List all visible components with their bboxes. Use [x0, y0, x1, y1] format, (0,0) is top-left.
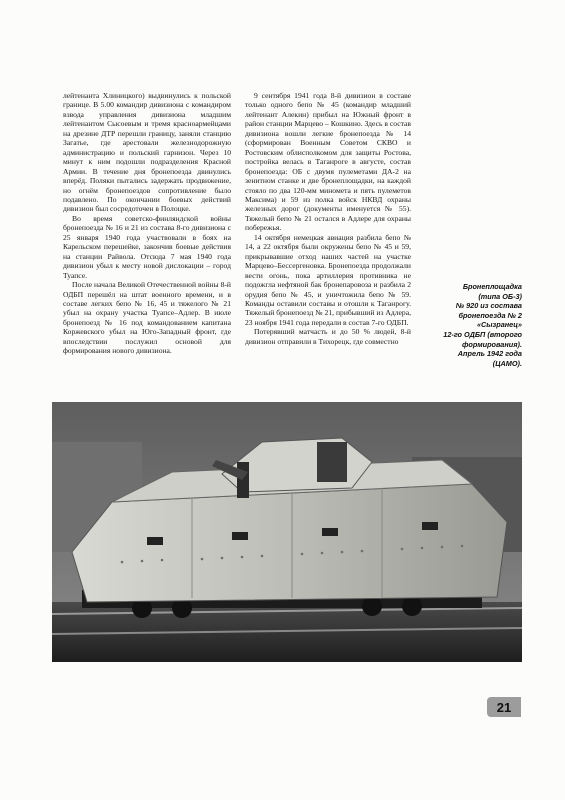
caption-line: (типа ОБ-3): [478, 291, 522, 301]
page-number: 21: [487, 697, 521, 717]
paragraph: Потерявший матчасть и до 50 % людей, 8-й дивизион отправили в Тихорецк, где совместно: [245, 327, 411, 346]
caption-line: Апрель 1942 года: [457, 349, 522, 359]
paragraph: 9 сентября 1941 года 8-й дивизион в составе только одного бепо № 45 (командир младший лейтенант Алекин) прибыл на Южный фронт в район станции Марцево – Кошкино. Здесь в состав дивизиона вошли легкие бронепоезда № 14 (сформирован Военным Советом СКВО и Ростовским облисполкомом для защиты Ростова, постройка велась в Таганроге в августе, состав бронепоезда: ОБ с двумя пулеметами ДА-2 на зенитном станке и две бронеплощадки, на каждой стояло по два 120-мм миномета и пять пулеметов Максима) и 59 из полка войск НКВД охраны железных дорог (документы именуется № 55). Тяжелый бепо № 21 остался в Адлере для охраны побережья.: [245, 91, 411, 233]
caption-line: № 920 из состава: [455, 301, 522, 311]
paragraph: После начала Великой Отечественной войны 8-й ОДБП перешёл на штат военного времени, и в составе легких бепо № 16, 45 и тяжелого № 21 убыл на охрану участка Туапсе–Адлер. В июле бронепоезд № 16 под командованием капитана Коржевского убыл на Юго-Западный фронт, где впоследствии послужил основой для формирования нового дивизиона.: [63, 280, 231, 356]
caption-line: (ЦАМО).: [492, 358, 522, 368]
caption-line: формирования).: [461, 339, 522, 349]
photo-caption: [425, 282, 522, 368]
caption-line: «Сызранец»: [476, 320, 522, 330]
caption-line: бронепоезда № 2: [458, 310, 522, 320]
text-column-left: [63, 91, 231, 356]
paragraph: Во время советско-финляндской войны бронепоезда № 16 и 21 из состава 8-го дивизиона с 25 января 1940 года участвовали в боях на Карельском перешейке, закончив боевые действия на станции Райвола. Отсюда 7 мая 1940 года дивизион убыл к месту новой дислокации – город Туапсе.: [63, 213, 231, 280]
paragraph: лейтенанта Хлиницкого) выдвинулись к польской границе. В 5.00 командир дивизиона с командиром взвода управления дивизиона младшим лейтенантом Сысоевым и тремя красноармейцами на дрезине ДТР перешли границу, заняли станцию Загатье, где арестовали железнодорожную администрацию и польский гарнизон. Через 10 минут к ним подошли подразделения Красной Армии. В течение дня бронепоезда двинулись вперёд. Поляки пытались задержать продвижение, но огнём бронепоездов сопротивление было подавлено. По окончании боевых действий дивизион был сосредоточен в Полоцке.: [63, 91, 231, 214]
caption-line: 12-го ОДБП (второго: [443, 329, 522, 339]
armored-wagon-illustration: [52, 402, 522, 662]
armored-train-photo: [52, 402, 522, 662]
caption-line: Бронеплощадка: [462, 282, 522, 291]
paragraph: 14 октября немецкая авиация разбила бепо № 14, а 22 октября были окружены бепо № 45 и 59, прикрывавшие отход наших частей на участке Марцево–Бессергеновка. Бронепоезда продолжали вести огонь, пока артиллерия противника не подожгла нефтяной бак бронепаровоза и разбила 2 орудия бепо № 45, и уничтожила бепо № 59. Команды оставили составы и отошли к Таганрогу. Тяжелый бронепоезд № 21, прибывший из Адлера, 23 ноября 1941 года передали в состав 7-го ОДБП.: [245, 232, 411, 327]
text-column-right: [245, 91, 411, 346]
